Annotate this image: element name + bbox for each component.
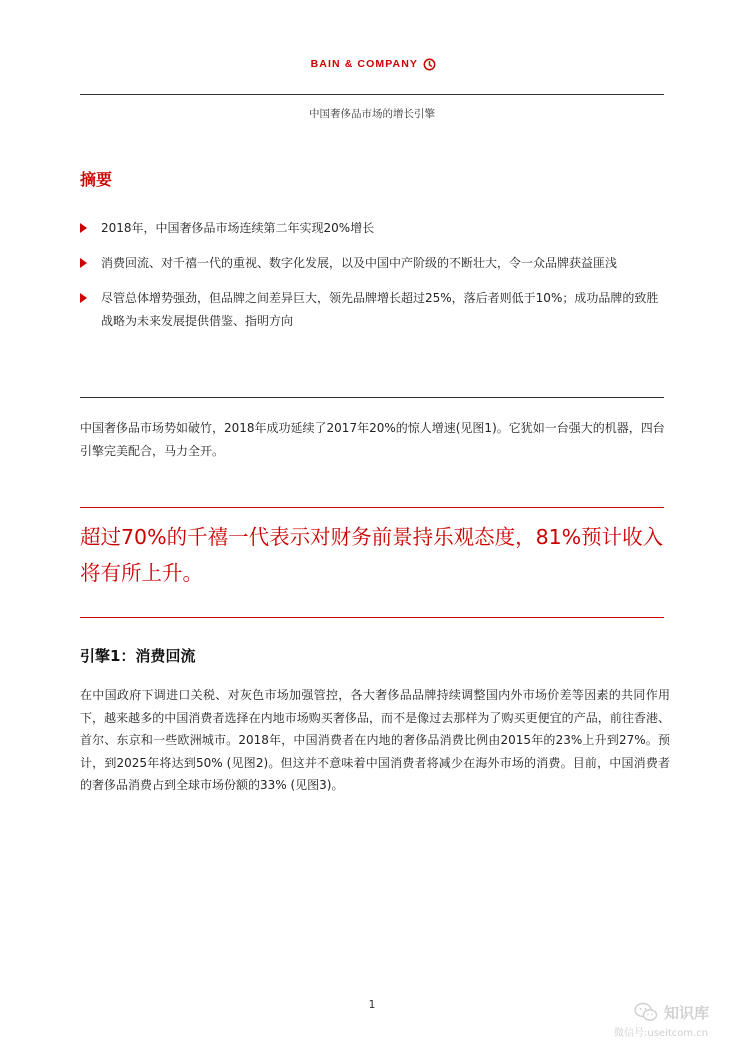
quote-bottom-rule bbox=[80, 617, 664, 618]
intro-paragraph: 中国奢侈品市场势如破竹，2018年成功延续了2017年20%的惊人增速(见图1)。它犹如一台强大的机器，四台引擎完美配合，马力全开。 bbox=[80, 421, 665, 458]
brand-name: BAIN & COMPANY bbox=[310, 58, 418, 70]
document-title: 中国奢侈品市场的增长引擎 bbox=[309, 108, 435, 120]
wechat-icon bbox=[634, 1002, 658, 1022]
section-heading: 引擎1：消费回流 bbox=[80, 647, 196, 665]
triangle-bullet-icon bbox=[80, 223, 87, 233]
quote-top-rule bbox=[80, 507, 664, 508]
summary-bullet-text: 尽管总体增势强劲，但品牌之间差异巨大，领先品牌增长超过25%，落后者则低于10%；成功品牌的致胜战略为未来发展提供借鉴、指明方向 bbox=[101, 291, 659, 328]
pull-quote: 超过70%的千禧一代表示对财务前景持乐观态度，81%预计收入将有所上升。 bbox=[80, 525, 664, 585]
summary-list bbox=[80, 217, 670, 333]
summary-bullet-text: 消费回流、对千禧一代的重视、数字化发展，以及中国中产阶级的不断壮大，令一众品牌获益匪浅 bbox=[101, 256, 618, 270]
page-number: 1 bbox=[368, 998, 376, 1011]
watermark-id: 微信号:useitcom.cn bbox=[614, 1028, 709, 1039]
body-paragraph: 在中国政府下调进口关税、对灰色市场加强管控，各大奢侈品品牌持续调整国内外市场价差等因素的共同作用下，越来越多的中国消费者选择在内地市场购买奢侈品，而不是像过去那样为了购买更便宜的产品，前往香港、首尔、东京和一些欧洲城市。2018年，中国消费者在内地的奢侈品消费比例由2015年的23%上升到27%。预计，到2025年将达到50% (见图2)。但这并不意味着中国消费者将减少在海外市场的消费。目前，中国消费者的奢侈品消费占到全球市场份额的33% (见图3)。 bbox=[80, 688, 670, 792]
watermark bbox=[612, 1000, 732, 1040]
summary-heading: 摘要 bbox=[80, 170, 113, 189]
bain-logo-icon bbox=[423, 58, 436, 71]
summary-bullet-text: 2018年，中国奢侈品市场连续第二年实现20%增长 bbox=[101, 221, 375, 235]
brand-logo-group bbox=[311, 58, 436, 71]
summary-divider bbox=[80, 397, 664, 398]
watermark-name: 知识库 bbox=[664, 1004, 710, 1022]
summary-bullet bbox=[80, 252, 670, 275]
triangle-bullet-icon bbox=[80, 293, 87, 303]
summary-bullet bbox=[80, 217, 670, 240]
summary-bullet bbox=[80, 287, 670, 333]
triangle-bullet-icon bbox=[80, 258, 87, 268]
header-divider bbox=[80, 94, 664, 95]
